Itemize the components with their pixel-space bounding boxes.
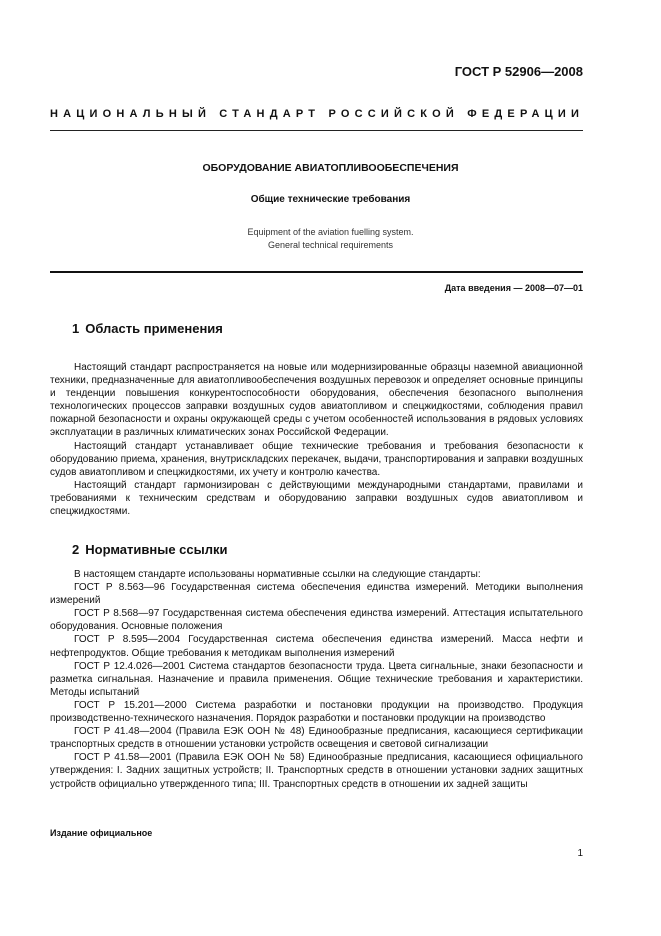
- header-divider: [50, 271, 583, 273]
- english-title-line-1: Equipment of the aviation fuelling system.: [247, 227, 414, 237]
- section-1-body: [50, 361, 583, 518]
- reference-entry: ГОСТ Р 12.4.026—2001 Система стандартов безопасности труда. Цвета сигнальные, знаки безопасности и разметка сигнальная. Назначение и правила применения. Общие технические требования и характеристики. Методы испытаний: [50, 660, 583, 698]
- section-1-paragraph: Настоящий стандарт устанавливает общие технические требования и требования безопасности к оборудованию приема, хранения, внутрискладских перекачек, выдачи, транспортирования и заправки воздушных судов авиатопливом и спецжидкостями, их учету и контролю качества.: [50, 440, 583, 478]
- standard-title: НАЦИОНАЛЬНЫЙ СТАНДАРТ РОССИЙСКОЙ ФЕДЕРАЦИИ: [50, 108, 585, 120]
- page-number: 1: [577, 848, 583, 859]
- introduction-date: Дата введения — 2008—07—01: [444, 283, 583, 293]
- document-title: ОБОРУДОВАНИЕ АВИАТОПЛИВООБЕСПЕЧЕНИЯ: [202, 162, 459, 174]
- title-divider: [50, 130, 583, 131]
- document-subtitle: Общие технические требования: [250, 194, 411, 205]
- english-title-line-2: General technical requirements: [267, 240, 394, 250]
- section-2-number: 2: [72, 542, 80, 557]
- section-2-title: Нормативные ссылки: [85, 542, 228, 557]
- section-2-heading: [72, 542, 227, 557]
- section-1-paragraph: Настоящий стандарт распространяется на новые или модернизированные образцы наземной авиационной техники, предназначенные для авиатопливообеспечения воздушных перевозок и определяет основные принципы и тенденции повышения конкурентоспособности оборудования, обеспечения безопасного выполнения технологических процессов заправки воздушных судов авиатопливом и спецжидкостями, соблюдения правил пожарной безопасности и охраны окружающей среды с учетом особенностей использования в рядовых условиях эксплуатации в различных климатических зонах Российской Федерации.: [50, 362, 583, 439]
- reference-entry: ГОСТ Р 41.58—2001 (Правила ЕЭК ООН № 58) Единообразные предписания, касающиеся официального утверждения: I. Задних защитных устройств; II. Транспортных средств в отношении установки задних защитных устройств официально утвержденного типа; III. Транспортных средств в отношении их задней защиты: [50, 752, 583, 790]
- section-2-body: [50, 568, 583, 791]
- document-number: ГОСТ Р 52906—2008: [454, 64, 583, 79]
- section-1-number: 1: [72, 321, 80, 336]
- official-publication-label: Издание официальное: [50, 828, 153, 838]
- reference-entry: ГОСТ Р 41.48—2004 (Правила ЕЭК ООН № 48) Единообразные предписания, касающиеся сертификации транспортных средств в отношении установки устройств освещения и световой сигнализации: [50, 726, 583, 751]
- section-1-heading: [72, 321, 223, 336]
- section-1-paragraph: Настоящий стандарт гармонизирован с действующими международными стандартами, правилами и требованиями к техническим средствам и оборудованию заправки воздушных судов авиатопливом и спецжидкостями.: [50, 479, 583, 518]
- reference-entry: ГОСТ Р 8.595—2004 Государственная система обеспечения единства измерений. Масса нефти и нефтепродуктов. Общие требования к методикам выполнения измерений: [50, 634, 583, 659]
- reference-entry: ГОСТ Р 8.563—96 Государственная система обеспечения единства измерений. Методики выполнения измерений: [50, 582, 583, 607]
- section-2-paragraph: В настоящем стандарте использованы нормативные ссылки на следующие стандарты:: [74, 569, 481, 580]
- reference-entry: ГОСТ Р 8.568—97 Государственная система обеспечения единства измерений. Аттестация испытательного оборудования. Основные положения: [50, 608, 583, 633]
- section-1-title: Область применения: [85, 321, 223, 336]
- english-title: [0, 226, 661, 252]
- reference-entry: ГОСТ Р 15.201—2000 Система разработки и постановки продукции на производство. Продукция производственно-технического назначения. Порядок разработки и постановки продукции на производство: [50, 699, 583, 725]
